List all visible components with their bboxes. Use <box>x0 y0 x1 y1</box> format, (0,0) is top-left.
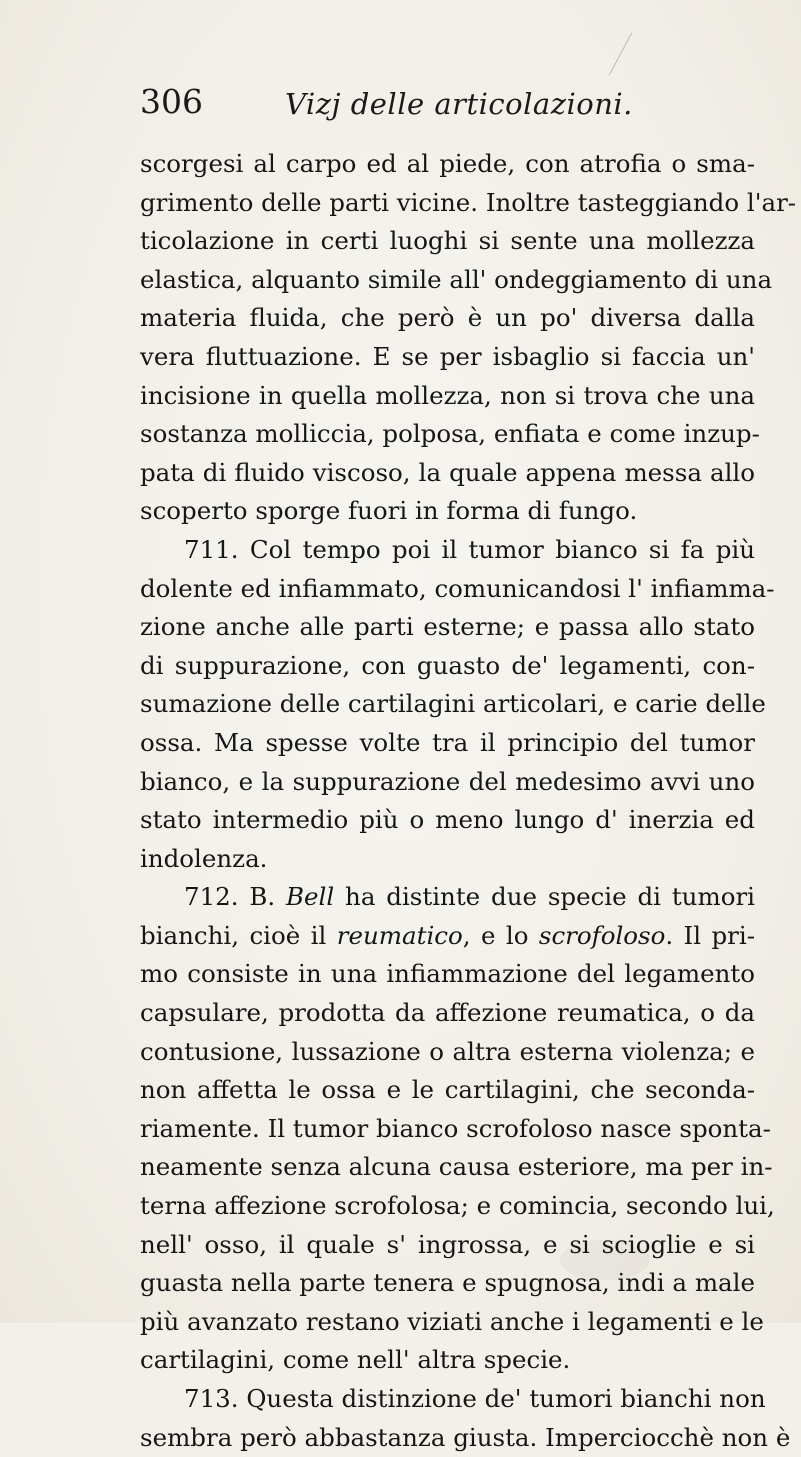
running-title: Vizj delle articolazioni. <box>285 87 633 121</box>
text-run: ha distinte due specie di tumori <box>334 882 755 912</box>
paragraph-711-start: 711. Col tempo poi il tumor bianco si fa più <box>184 534 755 564</box>
body-text <box>140 145 797 1457</box>
paragraph-end-line: scoperto sporge fuori in forma di fungo. <box>140 496 638 526</box>
text-line: stato intermedio più o meno lungo d' inerzia ed <box>140 805 755 835</box>
text-line: materia fluida, che però è un po' diversa dalla <box>140 303 755 333</box>
text-line: incisione in quella mollezza, non si trova che una <box>140 380 755 410</box>
text-line: terna affezione scrofolosa; e comincia, secondo lui, <box>140 1191 775 1221</box>
page-header <box>140 82 740 132</box>
text-line: grimento delle parti vicine. Inoltre tasteggiando l'ar- <box>140 187 797 217</box>
text-line: nell' osso, il quale s' ingrossa, e si scioglie e si <box>140 1229 755 1259</box>
text-line: ticolazione in certi luoghi si sente una mollezza <box>140 226 755 256</box>
author-name: Bell <box>286 882 335 912</box>
page-number: 306 <box>140 82 203 121</box>
term-reumatico: reumatico <box>336 920 463 950</box>
pencil-mark <box>609 33 632 76</box>
text-line: di suppurazione, con guasto de' legamenti, con- <box>140 650 755 680</box>
text-line: vera fluttuazione. E se per isbaglio si faccia un' <box>140 341 755 371</box>
text-line: sumazione delle cartilagini articolari, e carie delle <box>140 689 766 719</box>
text-line: riamente. Il tumor bianco scrofoloso nasce sponta- <box>140 1113 771 1143</box>
text-line: bianco, e la suppurazione del medesimo avvi uno <box>140 766 755 796</box>
text-line: dolente ed infiammato, comunicandosi l' infiamma- <box>140 573 775 603</box>
text-line: elastica, alquanto simile all' ondeggiamento di una <box>140 264 773 294</box>
text-line: non affetta le ossa e le cartilagini, che seconda- <box>140 1075 755 1105</box>
text-line: sembra però abbastanza giusta. Imperciocchè non è <box>140 1422 791 1452</box>
paragraph-end-line: indolenza. <box>140 843 268 873</box>
text-line: ossa. Ma spesse volte tra il principio del tumor <box>140 727 755 757</box>
text-line: più avanzato restano viziati anche i legamenti e le <box>140 1306 764 1336</box>
text-run: . Il pri- <box>665 920 755 950</box>
text-line: pata di fluido viscoso, la quale appena messa allo <box>140 457 755 487</box>
text-run: 712. B. <box>184 882 287 912</box>
text-line: mo consiste in una infiammazione del legamento <box>140 959 755 989</box>
paragraph-end-line: cartilagini, come nell' altra specie. <box>140 1345 571 1375</box>
text-line <box>140 917 755 956</box>
text-line: neamente senza alcuna causa esteriore, ma per in- <box>140 1152 773 1182</box>
text-run: , e lo <box>462 920 539 950</box>
text-line: scorgesi al carpo ed al piede, con atrofia o sma- <box>140 149 755 178</box>
paragraph-713-start: 713. Questa distinzione de' tumori bianchi non <box>184 1384 766 1413</box>
text-line: capsulare, prodotta da affezione reumatica, o da <box>140 998 755 1028</box>
paragraph-712-start <box>140 878 755 917</box>
text-line: sostanza molliccia, polposa, enfiata e come inzup- <box>140 419 760 449</box>
text-line: zione anche alle parti esterne; e passa allo stato <box>140 612 755 642</box>
text-line: guasta nella parte tenera e spugnosa, indi a male <box>140 1268 755 1298</box>
term-scrofoloso: scrofoloso <box>538 920 666 950</box>
text-run: bianchi, cioè il <box>140 920 337 950</box>
text-line: contusione, lussazione o altra esterna violenza; e <box>140 1036 755 1066</box>
